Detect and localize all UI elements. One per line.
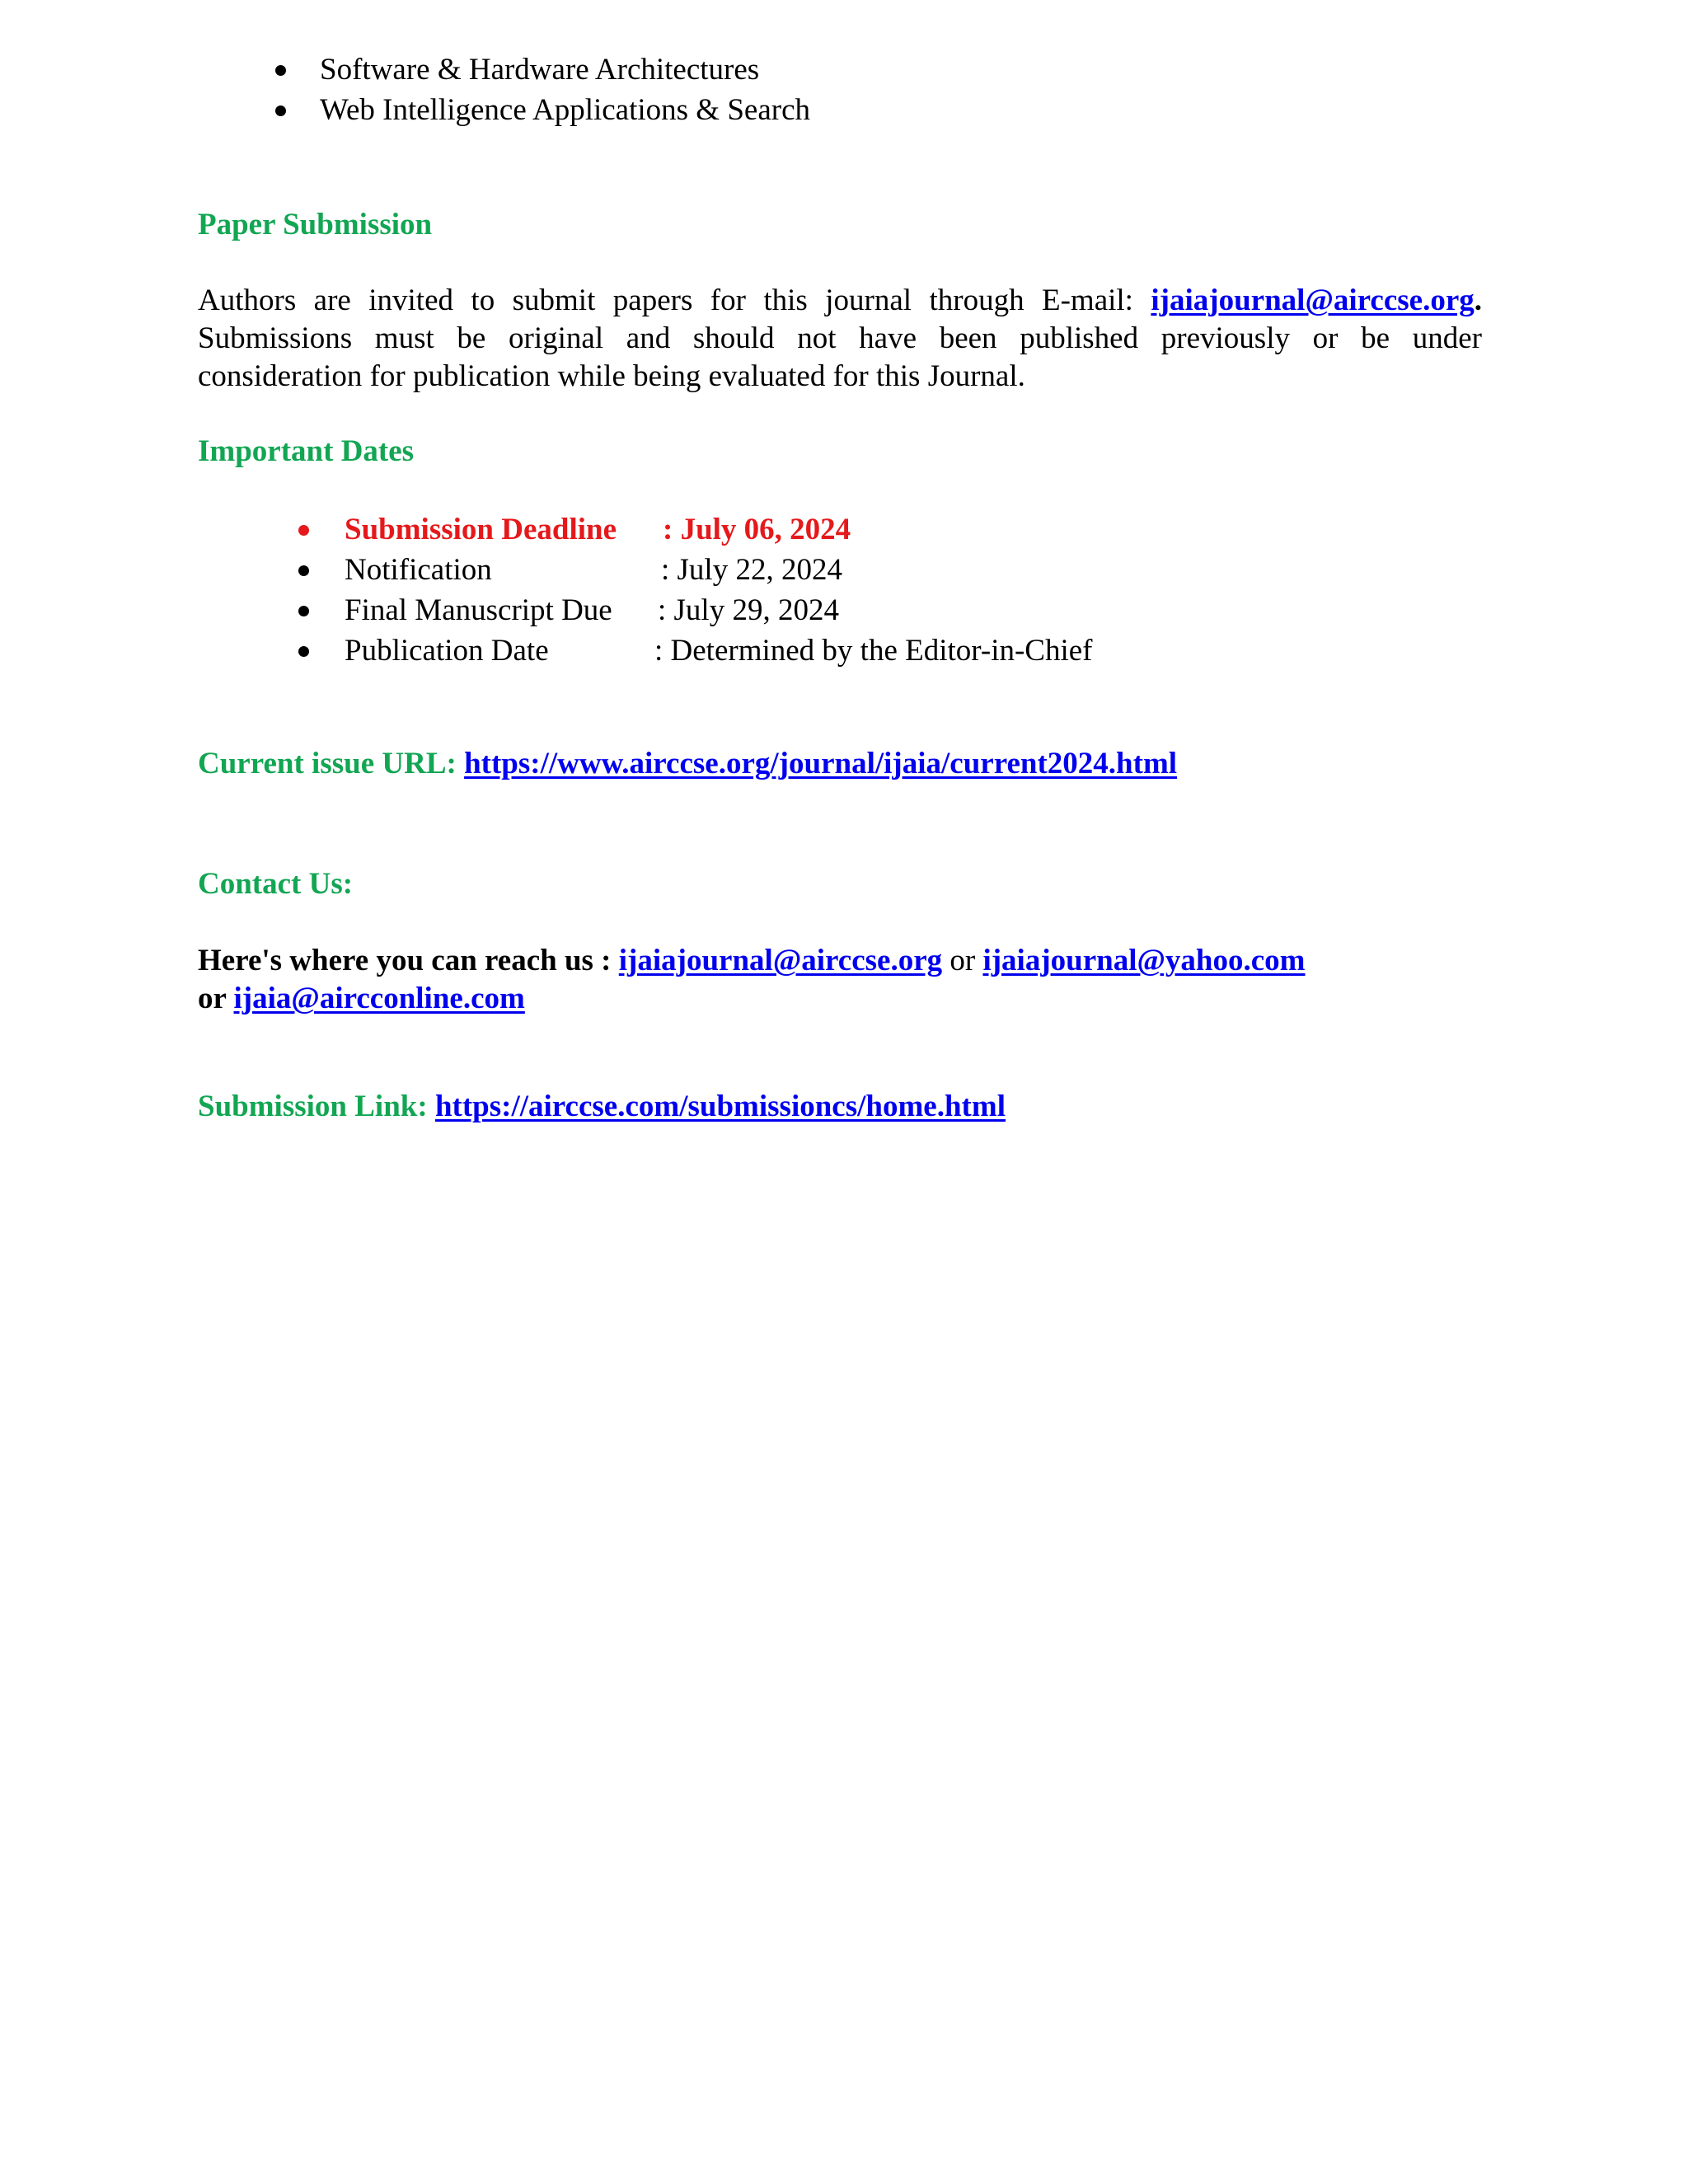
or-text: or: [198, 982, 227, 1015]
date-label-submission-deadline: Submission Deadline: [345, 513, 617, 546]
bullet-icon: [275, 65, 286, 76]
paragraph-line: consideration for publication while being evaluated for this Journal.: [198, 359, 1025, 393]
paper-submission-heading: Paper Submission: [198, 208, 433, 241]
date-label-final-manuscript: Final Manuscript Due: [345, 593, 612, 627]
period-text: .: [1474, 284, 1483, 317]
contact-email-yahoo-link[interactable]: ijaiajournal@yahoo.com: [982, 944, 1306, 977]
date-value-notification: : July 22, 2024: [661, 553, 842, 587]
current-issue-link[interactable]: https://www.airccse.org/journal/ijaia/current2024.html: [464, 747, 1178, 780]
date-value-publication: : Determined by the Editor-in-Chief: [654, 634, 1093, 668]
contact-email-airccse-link[interactable]: ijaiajournal@airccse.org: [618, 944, 943, 977]
contact-line-2: [198, 980, 525, 1018]
bullet-icon: [298, 525, 309, 536]
journal-email-link[interactable]: ijaiajournal@airccse.org: [1151, 284, 1475, 317]
submission-link[interactable]: https://airccse.com/submissioncs/home.html: [434, 1090, 1006, 1123]
important-dates-heading: Important Dates: [198, 434, 415, 468]
contact-line-1: [198, 942, 1306, 980]
or-text: or: [950, 944, 976, 977]
topic-item: Software & Hardware Architectures: [320, 53, 760, 87]
bullet-icon: [298, 606, 309, 616]
paragraph-line: Submissions must be original and should not have been published previously or be under: [198, 321, 1482, 355]
submission-link-label: Submission Link:: [198, 1090, 428, 1123]
bullet-icon: [275, 105, 286, 116]
current-issue-line: [198, 745, 1177, 783]
bullet-icon: [298, 565, 309, 576]
submission-instructions-text: Authors are invited to submit papers for this journal through E-mail:: [198, 284, 1133, 317]
bullet-icon: [298, 646, 309, 657]
current-issue-label: Current issue URL:: [198, 747, 457, 780]
date-label-publication: Publication Date: [345, 634, 549, 668]
contact-email-aircconline-link[interactable]: ijaia@aircconline.com: [233, 982, 525, 1015]
date-value-final-manuscript: : July 29, 2024: [658, 593, 839, 627]
date-value-submission-deadline: : July 06, 2024: [663, 513, 851, 546]
contact-lead-text: Here's where you can reach us :: [198, 944, 612, 977]
paragraph-line: [198, 282, 1482, 320]
topic-item: Web Intelligence Applications & Search: [320, 93, 810, 127]
submission-link-line: [198, 1088, 1006, 1126]
contact-heading: Contact Us:: [198, 867, 354, 901]
paper-submission-paragraph: [198, 282, 1482, 396]
date-label-notification: Notification: [345, 553, 492, 587]
